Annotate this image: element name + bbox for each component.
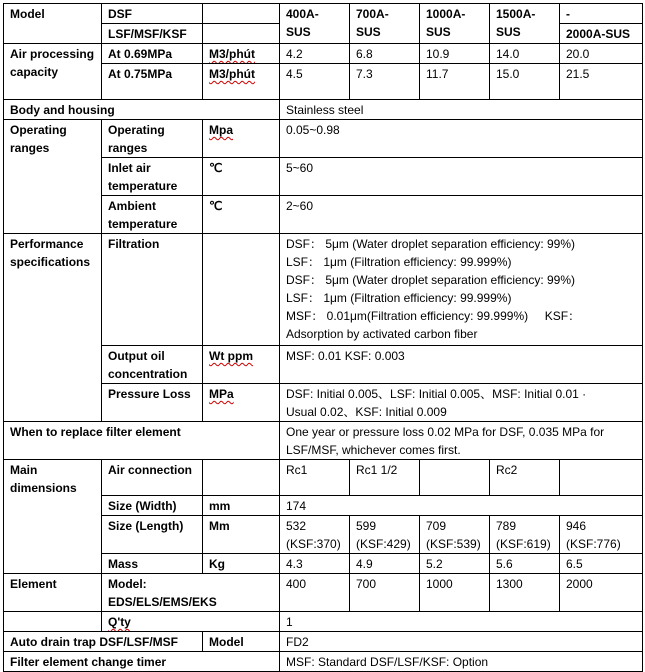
empty-cell (203, 234, 280, 346)
text-line: LSF/MSF, whichever comes first. (286, 443, 461, 457)
value-cell: 946 (KSF:776) (560, 516, 643, 554)
value-cell: 11.7 (420, 64, 490, 100)
model-2000: 2000A-SUS (560, 24, 643, 44)
lsf-header: LSF/MSF/KSF (102, 24, 203, 44)
text-line: DSF： 5μm (Water droplet separation efficiency: 99%) (286, 273, 576, 287)
drain-label: Auto drain trap DSF/LSF/MSF (4, 632, 203, 652)
text-line: DSF： 5μm (Water droplet separation efficiency: 99%) (286, 237, 576, 251)
row-name: Filtration (102, 234, 203, 346)
empty-cell (203, 460, 280, 496)
drain-value: FD2 (280, 632, 643, 652)
element-model-label: Model: EDS/ELS/EMS/EKS (102, 574, 280, 612)
text-line: Usual 0.02、KSF: Initial 0.009 (286, 405, 447, 419)
timer-label: Filter element change timer (4, 652, 280, 672)
value-cell (560, 460, 643, 496)
text-line: DSF: Initial 0.005、LSF: Initial 0.005、MSF: Initial 0.01 · (286, 387, 587, 401)
unit-label: Mm (203, 516, 280, 554)
unit-label: Mpa (203, 120, 280, 158)
row-name: Ambient temperature (102, 196, 203, 234)
text-line: One year or pressure loss 0.02 MPa for DSF, 0.035 MPa for (286, 425, 605, 439)
value-cell: Rc1 (280, 460, 350, 496)
row-name: Size (Width) (102, 496, 203, 516)
value-cell: 5~60 (280, 158, 643, 196)
value-cell: 4.5 (280, 64, 350, 100)
value-cell: 599 (KSF:429) (350, 516, 420, 554)
value-cell: 6.8 (350, 44, 420, 64)
model-header: Model (4, 4, 102, 44)
value-cell: 5.6 (490, 554, 560, 574)
value-cell: 0.05~0.98 (280, 120, 643, 158)
value-cell: MSF: 0.01 KSF: 0.003 (280, 346, 643, 384)
row-name: Operating ranges (102, 120, 203, 158)
value-cell: 10.9 (420, 44, 490, 64)
timer-value: MSF: Standard DSF/LSF/KSF: Option (280, 652, 643, 672)
performance-label: Performance specifications (4, 234, 102, 422)
filtration-value (280, 234, 643, 346)
empty-cell (203, 24, 280, 44)
text-line: LSF： 1μm (Filtration efficiency: 99.999%) (286, 291, 512, 305)
row-name: Output oil concentration (102, 346, 203, 384)
unit-label: Wt ppm (203, 346, 280, 384)
value-cell (420, 460, 490, 496)
value-cell: 7.3 (350, 64, 420, 100)
value-cell: 709 (KSF:539) (420, 516, 490, 554)
unit-label: M3/phút (203, 44, 280, 64)
row-name: Air connection (102, 460, 203, 496)
value-cell: 532 (KSF:370) (280, 516, 350, 554)
value-cell: Rc2 (490, 460, 560, 496)
unit-label: MPa (203, 384, 280, 422)
unit-label: mm (203, 496, 280, 516)
value-cell: 4.3 (280, 554, 350, 574)
unit-label: Kg (203, 554, 280, 574)
row-name: Pressure Loss (102, 384, 203, 422)
model-400: 400A-SUS (280, 4, 350, 44)
air-capacity-label: Air processing capacity (4, 44, 102, 100)
row-name: Mass (102, 554, 203, 574)
value-cell: 15.0 (490, 64, 560, 100)
value-cell: 1300 (490, 574, 560, 612)
model-1500: 1500A-SUS (490, 4, 560, 44)
row-name: Inlet air temperature (102, 158, 203, 196)
value-cell: 6.5 (560, 554, 643, 574)
value-cell: 2~60 (280, 196, 643, 234)
replace-label: When to replace filter element (4, 422, 280, 460)
qty-label: Q'ty (102, 612, 280, 632)
empty-cell (203, 4, 280, 24)
unit-label: ℃ (203, 196, 280, 234)
value-cell: 1000 (420, 574, 490, 612)
operating-label: Operating ranges (4, 120, 102, 234)
value-cell: 4.9 (350, 554, 420, 574)
model-1000: 1000A-SUS (420, 4, 490, 44)
body-label: Body and housing (4, 100, 280, 120)
element-label: Element (4, 574, 102, 612)
value-cell: 14.0 (490, 44, 560, 64)
value-cell: 4.2 (280, 44, 350, 64)
value-cell: 174 (280, 496, 643, 516)
drain-unit: Model (203, 632, 280, 652)
value-cell (280, 384, 643, 422)
unit-label: M3/phút (203, 64, 280, 100)
value-cell: 400 (280, 574, 350, 612)
row-name: Size (Length) (102, 516, 203, 554)
replace-value (280, 422, 643, 460)
empty-cell (4, 612, 102, 632)
value-cell: 789 (KSF:619) (490, 516, 560, 554)
text-line: LSF： 1μm (Filtration efficiency: 99.999%) (286, 255, 512, 269)
value-cell: 2000 (560, 574, 643, 612)
value-cell: 20.0 (560, 44, 643, 64)
text-line: MSF： 0.01μm(Filtration efficiency: 99.999%) KSF： (286, 309, 581, 323)
text-line: Adsorption by activated carbon fiber (286, 327, 478, 341)
value-cell: Rc1 1/2 (350, 460, 420, 496)
unit-label: ℃ (203, 158, 280, 196)
condition-label: At 0.69MPa (102, 44, 203, 64)
value-cell: 21.5 (560, 64, 643, 100)
body-value: Stainless steel (280, 100, 643, 120)
spec-table (3, 3, 643, 672)
qty-value: 1 (280, 612, 643, 632)
dimensions-label: Main dimensions (4, 460, 102, 574)
value-cell: 700 (350, 574, 420, 612)
value-cell: 5.2 (420, 554, 490, 574)
dsf-header: DSF (102, 4, 203, 24)
model-700: 700A-SUS (350, 4, 420, 44)
model-dash: - (560, 4, 643, 24)
condition-label: At 0.75MPa (102, 64, 203, 100)
